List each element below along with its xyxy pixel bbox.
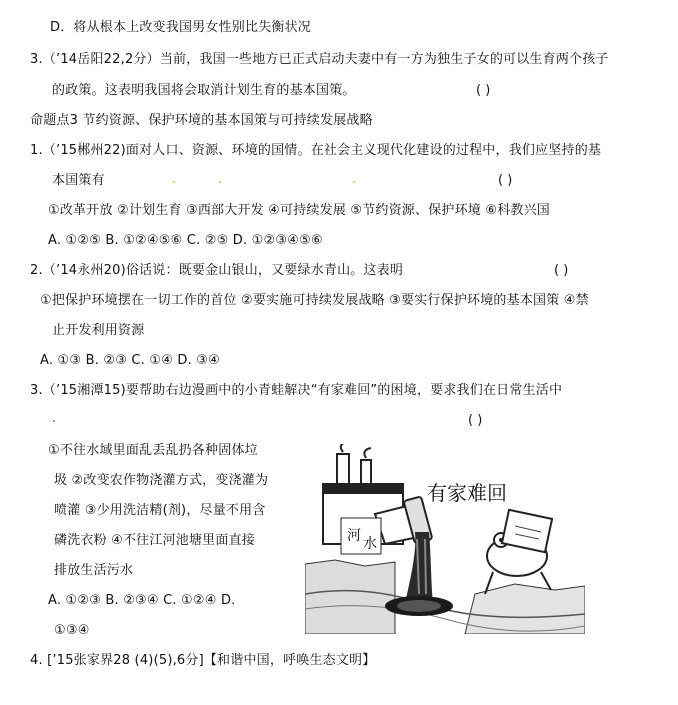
question-1-answer-paren: ( ) [498, 173, 513, 188]
question-1-stem-cont: 本国策有 [52, 173, 105, 188]
question-3-stem: 3.（’14岳阳22,2分）当前，我国一些地方已正式启动夫妻中有一方为独生子女的可以生育两个孩子 [30, 52, 609, 67]
decor-dot: . [172, 172, 177, 187]
question-3b-options-cont: ①③④ [54, 623, 90, 638]
question-1-items: ①改革开放 ②计划生育 ③西部大开发 ④可持续发展 ⑤节约资源、保护环境 ⑥科教兴国 [48, 203, 550, 218]
question-3b-options: A. ①②③ B. ②③④ C. ①②④ D. [48, 593, 236, 608]
question-1-stem: 1.（’15郴州22)面对人口、资源、环境的国情。在社会主义现代化建设的过程中，我们应坚持的基 [30, 143, 602, 158]
question-3b-item-line: 排放生活污水 [54, 563, 134, 578]
question-3b-item-line: ①不往水域里面乱丢乱扔各种固体垃 [48, 443, 258, 458]
cartoon-river-label-1: 河 [347, 528, 361, 544]
question-2-items-cont: 止开发利用资源 [52, 323, 145, 338]
cartoon-river-label-2: 水 [363, 536, 377, 552]
question-3-answer-paren: ( ) [476, 83, 491, 98]
cartoon-illustration [305, 444, 585, 634]
line-option-d: D．将从根本上改变我国男女性别比失衡状况 [50, 20, 312, 35]
cartoon-title: 有家难回 [427, 481, 507, 505]
question-3b-item-line: 喷灌 ③少用洗洁精(剂)，尽量不用含 [54, 503, 266, 518]
decor-dot: . [352, 172, 357, 187]
question-2-items: ①把保护环境摆在一切工作的首位 ②要实施可持续发展战略 ③要实行保护环境的基本国策 ④禁 [40, 293, 589, 308]
question-2-stem: 2.（’14永州20)俗话说：既要金山银山，又要绿水青山。这表明 [30, 263, 404, 278]
decor-dot: . [218, 172, 223, 187]
question-3b-answer-paren: ( ) [468, 413, 483, 428]
decor-dot: . [52, 411, 57, 426]
section-heading: 命题点3 节约资源、保护环境的基本国策与可持续发展战略 [30, 113, 373, 128]
question-3b-item-line: 磷洗衣粉 ④不往江河池塘里面直接 [54, 533, 255, 548]
question-3b-item-line: 圾 ②改变农作物浇灌方式，变浇灌为 [54, 473, 269, 488]
question-2-answer-paren: ( ) [554, 263, 569, 278]
question-4-stem: 4. [’15张家界28 (4)(5),6分]【和谐中国，呼唤生态文明】 [30, 653, 376, 668]
question-1-options: A. ①②⑤ B. ①②④⑤⑥ C. ②⑤ D. ①②③④⑤⑥ [48, 233, 323, 248]
question-2-options: A. ①③ B. ②③ C. ①④ D. ③④ [40, 353, 220, 368]
cartoon-ground [305, 560, 395, 634]
question-3-stem-cont: 的政策。这表明我国将会取消计划生育的基本国策。 [52, 83, 356, 98]
question-3b-stem: 3.（’15湘潭15)要帮助右边漫画中的小青蛙解决“有家难回”的困境，要求我们在日常生活中 [30, 383, 563, 398]
